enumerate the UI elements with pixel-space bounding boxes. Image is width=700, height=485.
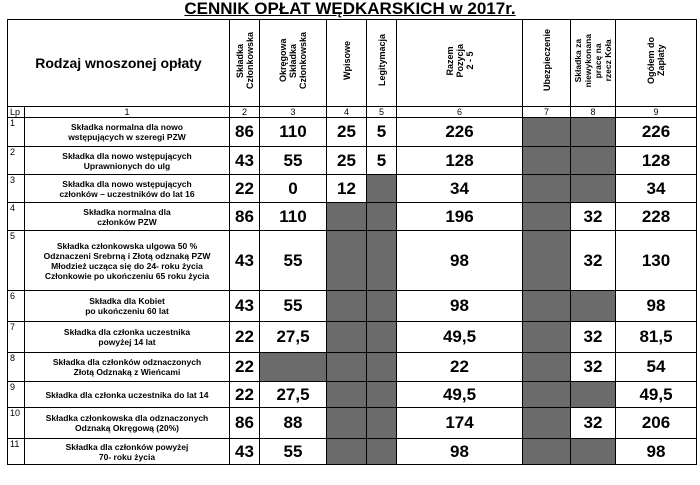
header-row [8, 20, 697, 107]
cell-col-8: 32 [571, 322, 616, 353]
cell-col-4 [327, 322, 367, 353]
table-row [8, 118, 697, 147]
cell-col-9: 81,5 [616, 322, 697, 353]
cell-col-3: 110 [260, 203, 327, 231]
header-col-7: Ubezpieczenie [523, 20, 571, 107]
cell-col-2: 86 [230, 118, 260, 147]
header-col-3: Okręgowa Składka Członkowska [260, 20, 327, 107]
cell-col-2: 22 [230, 353, 260, 382]
table-row [8, 439, 697, 465]
cell-col-8: 32 [571, 203, 616, 231]
fee-description: Składka dla członka uczestnika powyżej 14 lat [25, 322, 230, 353]
cell-col-4: 25 [327, 118, 367, 147]
table-row [8, 408, 697, 439]
cell-col-4 [327, 203, 367, 231]
cell-col-7 [523, 291, 571, 322]
cell-col-4: 12 [327, 175, 367, 203]
column-number: 9 [616, 107, 697, 118]
table-row [8, 175, 697, 203]
cell-col-2: 22 [230, 322, 260, 353]
fee-table [7, 19, 697, 465]
cell-col-9: 130 [616, 231, 697, 291]
header-col-9: Ogółem do Zapłaty [616, 20, 697, 107]
cell-col-5 [367, 382, 397, 408]
cell-col-2: 22 [230, 175, 260, 203]
cell-col-6: 49,5 [397, 382, 523, 408]
column-number: 2 [230, 107, 260, 118]
cell-col-8 [571, 439, 616, 465]
column-number: 4 [327, 107, 367, 118]
cell-col-9: 128 [616, 147, 697, 175]
cell-col-3: 27,5 [260, 382, 327, 408]
cell-col-5 [367, 175, 397, 203]
cell-col-3: 88 [260, 408, 327, 439]
row-number: 8 [8, 353, 25, 382]
cell-col-6: 174 [397, 408, 523, 439]
column-number: 1 [25, 107, 230, 118]
cell-col-5 [367, 291, 397, 322]
row-number: 4 [8, 203, 25, 231]
cell-col-5: 5 [367, 118, 397, 147]
cell-col-2: 86 [230, 408, 260, 439]
table-row [8, 382, 697, 408]
cell-col-6: 128 [397, 147, 523, 175]
cell-col-6: 34 [397, 175, 523, 203]
row-number: 3 [8, 175, 25, 203]
fee-description: Składka dla Kobiet po ukończeniu 60 lat [25, 291, 230, 322]
fee-description: Składka dla członków odznaczonych Złotą Odznaką z Wieńcami [25, 353, 230, 382]
table-row [8, 203, 697, 231]
cell-col-2: 43 [230, 147, 260, 175]
column-number: 5 [367, 107, 397, 118]
cell-col-9: 54 [616, 353, 697, 382]
cell-col-6: 22 [397, 353, 523, 382]
cell-col-7 [523, 203, 571, 231]
cell-col-7 [523, 408, 571, 439]
table-row [8, 147, 697, 175]
cell-col-3: 110 [260, 118, 327, 147]
column-number: 3 [260, 107, 327, 118]
cell-col-9: 49,5 [616, 382, 697, 408]
cell-col-6: 49,5 [397, 322, 523, 353]
row-number: 7 [8, 322, 25, 353]
table-row [8, 353, 697, 382]
row-number: 10 [8, 408, 25, 439]
cell-col-5: 5 [367, 147, 397, 175]
cell-col-2: 86 [230, 203, 260, 231]
cell-col-6: 98 [397, 291, 523, 322]
cell-col-7 [523, 322, 571, 353]
cell-col-6: 98 [397, 439, 523, 465]
fee-rows [8, 118, 697, 465]
cell-col-2: 22 [230, 382, 260, 408]
cell-col-8 [571, 118, 616, 147]
cell-col-3 [260, 353, 327, 382]
cell-col-5 [367, 231, 397, 291]
cell-col-3: 55 [260, 147, 327, 175]
header-col-4: Wpisowe [327, 20, 367, 107]
cell-col-3: 27,5 [260, 322, 327, 353]
table-row [8, 322, 697, 353]
cell-col-5 [367, 203, 397, 231]
cell-col-9: 98 [616, 291, 697, 322]
cell-col-4 [327, 291, 367, 322]
cell-col-7 [523, 382, 571, 408]
cell-col-4 [327, 439, 367, 465]
cell-col-2: 43 [230, 231, 260, 291]
row-number: 2 [8, 147, 25, 175]
row-number: 5 [8, 231, 25, 291]
cell-col-8 [571, 175, 616, 203]
cell-col-3: 55 [260, 231, 327, 291]
cell-col-8: 32 [571, 408, 616, 439]
fee-description: Składka członkowska dla odznaczonych Odznaką Okręgową (20%) [25, 408, 230, 439]
cell-col-4 [327, 382, 367, 408]
cell-col-6: 196 [397, 203, 523, 231]
cell-col-5 [367, 439, 397, 465]
cell-col-3: 55 [260, 291, 327, 322]
header-col-8: Składka za niewykonana pracę na rzecz Koła [571, 20, 616, 107]
table-row [8, 231, 697, 291]
cell-col-3: 55 [260, 439, 327, 465]
fee-description: Składka normalna dla członków PZW [25, 203, 230, 231]
cell-col-7 [523, 175, 571, 203]
column-number: 8 [571, 107, 616, 118]
cell-col-7 [523, 118, 571, 147]
cell-col-8 [571, 382, 616, 408]
header-col-5: Legitymacja [367, 20, 397, 107]
cell-col-9: 34 [616, 175, 697, 203]
cell-col-4 [327, 408, 367, 439]
cell-col-8: 32 [571, 353, 616, 382]
cell-col-9: 98 [616, 439, 697, 465]
column-number-row [8, 107, 697, 118]
cell-col-6: 226 [397, 118, 523, 147]
column-number: 7 [523, 107, 571, 118]
fee-description: Składka dla członka uczestnika do lat 14 [25, 382, 230, 408]
cell-col-3: 0 [260, 175, 327, 203]
cell-col-4 [327, 231, 367, 291]
header-col-6: Razem Pozycja 2 - 5 [397, 20, 523, 107]
cell-col-9: 228 [616, 203, 697, 231]
cell-col-2: 43 [230, 291, 260, 322]
cell-col-5 [367, 408, 397, 439]
row-number: 11 [8, 439, 25, 465]
fee-description: Składka dla nowo wstępujących Uprawnionych do ulg [25, 147, 230, 175]
fee-description: Składka dla członków powyżej 70- roku życia [25, 439, 230, 465]
table-row [8, 291, 697, 322]
column-number: 6 [397, 107, 523, 118]
header-fee-type: Rodzaj wnoszonej opłaty [8, 20, 230, 107]
cell-col-5 [367, 353, 397, 382]
cell-col-9: 226 [616, 118, 697, 147]
row-number: 1 [8, 118, 25, 147]
row-number: 6 [8, 291, 25, 322]
lp-header: Lp [8, 107, 25, 118]
cell-col-7 [523, 439, 571, 465]
header-col-2: Składka Członkowska [230, 20, 260, 107]
cell-col-4 [327, 353, 367, 382]
fee-description: Składka dla nowo wstępujących członków – uczestników do lat 16 [25, 175, 230, 203]
row-number: 9 [8, 382, 25, 408]
fee-description: Składka członkowska ulgowa 50 % Odznaczeni Srebrną i Złotą odznaką PZW Młodzież ucząca się do 24- roku życia Członkowie po ukończeniu 65 roku życia [25, 231, 230, 291]
cell-col-7 [523, 147, 571, 175]
cell-col-9: 206 [616, 408, 697, 439]
cell-col-6: 98 [397, 231, 523, 291]
cell-col-8 [571, 147, 616, 175]
cell-col-5 [367, 322, 397, 353]
cell-col-2: 43 [230, 439, 260, 465]
fee-description: Składka normalna dla nowo wstępujących w szeregi PZW [25, 118, 230, 147]
cell-col-7 [523, 353, 571, 382]
cell-col-4: 25 [327, 147, 367, 175]
cell-col-7 [523, 231, 571, 291]
page-title: CENNIK OPŁAT WĘDKARSKICH w 2017r. [184, 0, 516, 18]
cell-col-8 [571, 291, 616, 322]
cell-col-8: 32 [571, 231, 616, 291]
